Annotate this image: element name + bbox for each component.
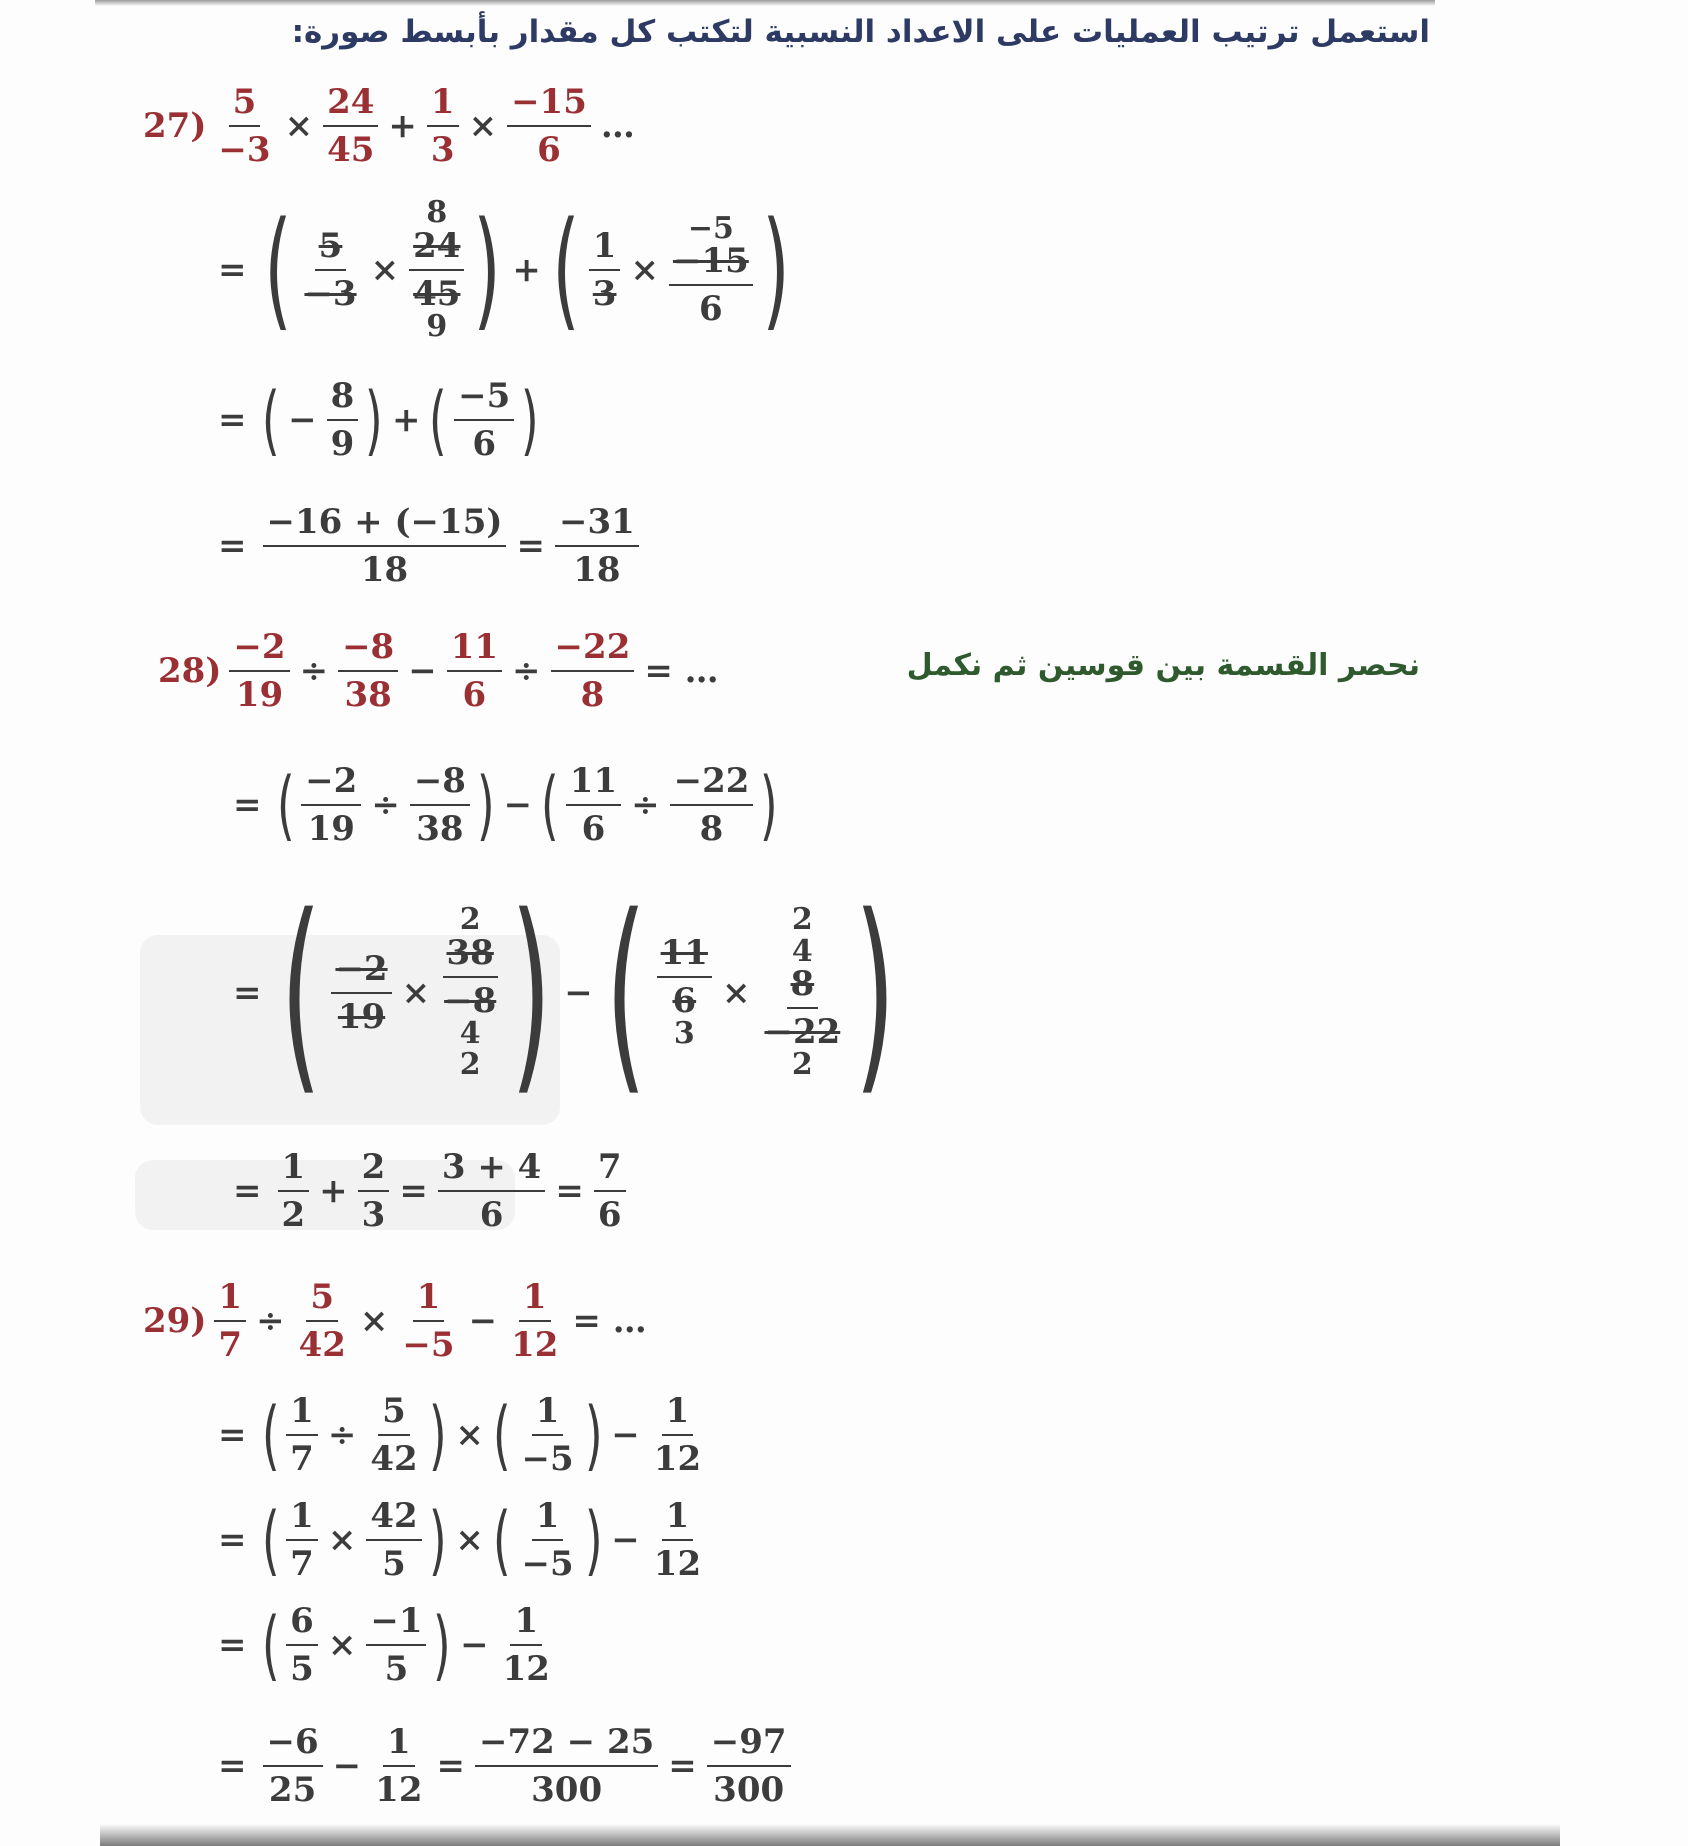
fraction: $\frac{-22}{8}$ xyxy=(670,764,754,846)
fraction: $\frac{8}{9}$ xyxy=(327,379,359,461)
ex29-step4: = $\frac{-6}{25}$ − $\frac{1}{12}$ = $\frac{-72 - 25}{300}$ = $\frac{-97}{300}$ xyxy=(218,1725,795,1807)
fraction: $\frac{1}{12}$ xyxy=(653,1390,702,1479)
fraction: $\frac{1}{-5}$ xyxy=(402,1277,455,1365)
fraction: $\frac{-15}{6}$ xyxy=(507,85,591,167)
fraction: $\frac{-2}{19}$ xyxy=(229,630,289,712)
fraction: $\frac{11}{6}$ xyxy=(447,630,502,712)
ex29-label: 29) xyxy=(143,1301,207,1341)
fraction: $\frac{1}{12}$ xyxy=(653,1495,702,1584)
fraction: $\frac{1}{7}$ xyxy=(286,1394,318,1476)
instruction-heading: استعمل ترتيب العمليات على الاعداد النسبية لتكتب كل مقدار بأبسط صورة: xyxy=(291,14,1430,50)
fraction: $\frac{5}{42}$ xyxy=(298,1277,346,1365)
fraction: $\frac{-2}{19}$ xyxy=(331,952,391,1034)
fraction: $\frac{1}{3}$ xyxy=(589,229,621,311)
fraction: $\frac{1}{12}$ xyxy=(375,1722,423,1810)
cancelled-fraction: $\frac{11}{6}$ 3 xyxy=(653,936,716,1050)
scan-top-edge xyxy=(95,0,1435,6)
ex28-label: 28) xyxy=(158,651,222,691)
fraction: $\frac{-8}{38}$ xyxy=(338,630,398,712)
ex29-step1: = ( $\frac{1}{7}$ ÷ $\frac{5}{42}$ ) × ( $\frac{1}{-5}$ ) − $\frac{1}{12}$ xyxy=(218,1390,709,1479)
fraction: $\frac{-1}{5}$ xyxy=(366,1604,426,1686)
fraction: $\frac{-72 - 25}{300}$ xyxy=(475,1725,658,1807)
fraction: $\frac{5}{-3}$ xyxy=(218,82,271,170)
fraction: $\frac{1}{-5}$ xyxy=(521,1390,574,1479)
fraction: $\frac{1}{7}$ xyxy=(214,1280,246,1362)
ex27-label: 27) xyxy=(143,106,207,146)
ex27-step2: = ( − $\frac{8}{9}$ ) + ( $\frac{-5}{6}$ ) xyxy=(218,375,540,464)
fraction: $\frac{42}{5}$ xyxy=(366,1499,421,1581)
ex27-step3: = $\frac{-16 + (-15)}{18}$ = $\frac{-31}{18}$ xyxy=(218,505,643,587)
fraction: $\frac{1}{12}$ xyxy=(511,1277,559,1365)
ex27-step1: = ( $\frac{5}{-3}$ × 8 $\frac{24}{45}$ 9 ) + ( $\frac{1}{3}$ × −5 $\frac{-15}{6}$ ) xyxy=(218,195,790,344)
scan-bottom-edge xyxy=(100,1824,1560,1846)
cancelled-fraction: 2 4 $\frac{8}{-22}$ 2 xyxy=(764,902,841,1083)
fraction: $\frac{-6}{25}$ xyxy=(263,1725,323,1807)
fraction: $\frac{6}{5}$ xyxy=(286,1604,318,1686)
ex28-hint: نحصر القسمة بين قوسين ثم نكمل xyxy=(906,648,1420,683)
fraction: $\frac{-2}{19}$ xyxy=(301,764,361,846)
fraction: $\frac{5}{42}$ xyxy=(370,1390,418,1479)
fraction: $\frac{-31}{18}$ xyxy=(555,505,639,587)
fraction: $\frac{-97}{300}$ xyxy=(707,1725,791,1807)
ex28-question: 28) $\frac{-2}{19}$ ÷ $\frac{-8}{38}$ − $\frac{11}{6}$ ÷ $\frac{-22}{8}$ = … xyxy=(158,627,719,715)
fraction: $\frac{-22}{8}$ xyxy=(551,630,635,712)
cancelled-fraction: −5 $\frac{-15}{6}$ xyxy=(665,213,757,327)
ex29-question: 29) $\frac{1}{7}$ ÷ $\frac{5}{42}$ × $\frac{1}{-5}$ − $\frac{1}{12}$ = … xyxy=(143,1277,647,1365)
ex28-step3: = $\frac{1}{2}$ + $\frac{2}{3}$ = $\frac{3 + 4}{6}$ = $\frac{7}{6}$ xyxy=(233,1150,630,1232)
fraction: $\frac{1}{12}$ xyxy=(502,1600,550,1689)
ex29-step2: = ( $\frac{1}{7}$ × $\frac{42}{5}$ ) × ( $\frac{1}{-5}$ ) − $\frac{1}{12}$ xyxy=(218,1495,709,1584)
fraction: $\frac{3 + 4}{6}$ xyxy=(438,1150,545,1232)
fraction: $\frac{24}{45}$ xyxy=(323,85,378,167)
fraction: $\frac{1}{-5}$ xyxy=(521,1495,574,1584)
fraction: $\frac{1}{2}$ xyxy=(278,1150,310,1232)
fraction: $\frac{2}{3}$ xyxy=(358,1150,390,1232)
fraction: $\frac{1}{7}$ xyxy=(286,1499,318,1581)
fraction: $\frac{-5}{6}$ xyxy=(454,379,514,461)
fraction: $\frac{5}{-3}$ xyxy=(304,225,357,314)
ex28-step1: = ( $\frac{-2}{19}$ ÷ $\frac{-8}{38}$ ) − ( $\frac{11}{6}$ ÷ $\frac{-22}{8}$ ) xyxy=(233,760,779,849)
fraction: $\frac{7}{6}$ xyxy=(594,1150,626,1232)
ex29-step3: = ( $\frac{6}{5}$ × $\frac{-1}{5}$ ) − $\frac{1}{12}$ xyxy=(218,1600,558,1689)
cancelled-fraction: 8 $\frac{24}{45}$ 9 xyxy=(405,197,468,342)
fraction: $\frac{-8}{38}$ xyxy=(410,764,470,846)
fraction: $\frac{-16 + (-15)}{18}$ xyxy=(263,505,507,587)
ex28-step2: = ( $\frac{-2}{19}$ × 2 $\frac{38}{-8}$ 4 2 ) − ( $\frac{11}{6}$ 3 × 2 4 $\frac{8}{-22}$ 2 ) xyxy=(233,870,896,1115)
fraction: $\frac{11}{6}$ xyxy=(566,764,621,846)
ex27-question: 27) $\frac{5}{-3}$ × $\frac{24}{45}$ + $\frac{1}{3}$ × $\frac{-15}{6}$ … xyxy=(143,82,635,170)
cancelled-fraction: 2 $\frac{38}{-8}$ 4 2 xyxy=(444,902,497,1083)
fraction: $\frac{1}{3}$ xyxy=(427,85,459,167)
